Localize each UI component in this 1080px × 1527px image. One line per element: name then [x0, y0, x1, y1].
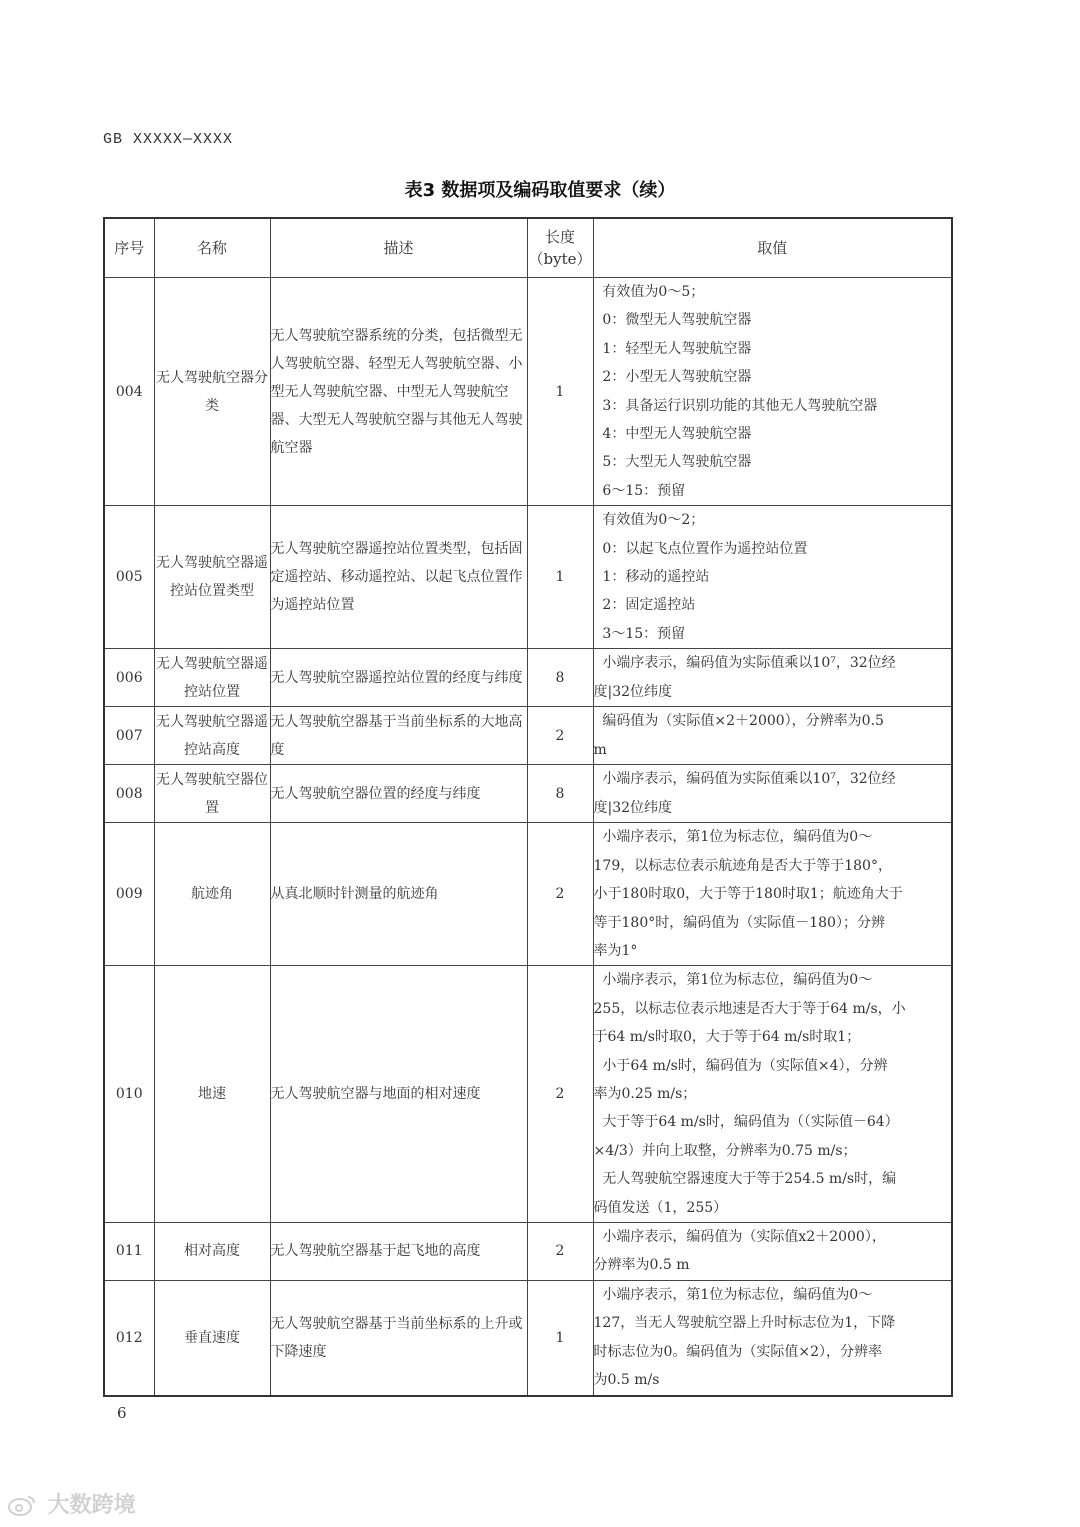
value-line: 有效值为0～5；: [593, 284, 705, 300]
cell-no: 008: [104, 765, 154, 823]
value-line: 小端序表示，第1位为标志位，编码值为0～: [593, 1286, 873, 1303]
watermark-text: 大数跨境: [47, 1493, 136, 1518]
value-line: 2：小型无人驾驶航空器: [593, 369, 752, 386]
value-line: 小于180时取0，大于等于180时取1；航迹角大于: [593, 886, 903, 903]
cell-value: [593, 278, 952, 506]
value-line: ×4/3）并向上取整，分辨率为0.75 m/s；: [593, 1142, 857, 1159]
cell-desc: 无人驾驶航空器与地面的相对速度: [270, 966, 527, 1223]
value-line: 有效值为0～2；: [593, 512, 705, 529]
cell-value: [593, 1280, 952, 1395]
value-line: 度|32位纬度: [593, 799, 673, 816]
cell-desc: 无人驾驶航空器遥控站位置类型，包括固定遥控站、移动遥控站、以起飞点位置作为遥控站位置: [270, 506, 527, 649]
value-line: 编码值为（实际值×2＋2000），分辨率为0.5: [593, 713, 884, 730]
value-line: 6～15：预留: [593, 482, 686, 499]
value-line: 无人驾驶航空器速度大于等于254.5 m/s时，编: [593, 1171, 897, 1188]
value-line: 3～15：预留: [593, 625, 686, 642]
table-row: [104, 278, 952, 506]
table-row: [104, 823, 952, 966]
value-line: 小端序表示，编码值为实际值乘以10⁷，32位经: [593, 771, 896, 788]
value-line: 大于等于64 m/s时，编码值为（（实际值－64）: [593, 1114, 899, 1131]
cell-name: 垂直速度: [154, 1280, 270, 1395]
cell-length: 2: [527, 707, 593, 765]
table-header-row: [104, 218, 952, 278]
table-row: [104, 649, 952, 707]
cell-name: 无人驾驶航空器分类: [154, 278, 270, 506]
cell-value: [593, 966, 952, 1223]
cell-no: 007: [104, 707, 154, 765]
cell-name: 无人驾驶航空器遥控站高度: [154, 707, 270, 765]
cell-value: [593, 707, 952, 765]
header-length: [527, 218, 593, 278]
cell-length: 2: [527, 823, 593, 966]
table-row: [104, 966, 952, 1223]
value-line: 时标志位为0。编码值为（实际值×2），分辨率: [593, 1343, 883, 1360]
weibo-logo-icon: [8, 1494, 36, 1516]
cell-value: [593, 823, 952, 966]
cell-length: 8: [527, 649, 593, 707]
value-line: 2：固定遥控站: [593, 597, 696, 614]
cell-desc: 无人驾驶航空器位置的经度与纬度: [270, 765, 527, 823]
cell-name: 航迹角: [154, 823, 270, 966]
table-row: [104, 1222, 952, 1280]
value-line: 小端序表示，第1位为标志位，编码值为0～: [593, 972, 873, 989]
cell-value: [593, 506, 952, 649]
table-row: [104, 506, 952, 649]
cell-desc: 无人驾驶航空器遥控站位置的经度与纬度: [270, 649, 527, 707]
value-line: m: [593, 741, 607, 758]
value-line: 小端序表示，第1位为标志位，编码值为0～: [593, 829, 873, 846]
cell-length: 1: [527, 278, 593, 506]
standard-code: GB XXXXX—XXXX: [103, 131, 234, 148]
value-line: 小端序表示，编码值为（实际值x2＋2000），: [593, 1229, 886, 1246]
cell-no: 005: [104, 506, 154, 649]
cell-desc: 无人驾驶航空器基于当前坐标系的上升或下降速度: [270, 1280, 527, 1395]
cell-no: 010: [104, 966, 154, 1223]
cell-value: [593, 765, 952, 823]
value-line: 4：中型无人驾驶航空器: [593, 426, 752, 443]
value-line: 179，以标志位表示航迹角是否大于等于180°，: [593, 857, 892, 874]
cell-length: 8: [527, 765, 593, 823]
value-line: 0：微型无人驾驶航空器: [593, 312, 752, 329]
cell-no: 011: [104, 1222, 154, 1280]
cell-no: 009: [104, 823, 154, 966]
cell-desc: 无人驾驶航空器基于起飞地的高度: [270, 1222, 527, 1280]
table-row: [104, 1280, 952, 1395]
page-number: 6: [117, 1404, 127, 1422]
cell-length: 2: [527, 1222, 593, 1280]
value-line: 码值发送（1，255）: [593, 1199, 728, 1216]
value-line: 率为1°: [593, 942, 638, 959]
header-length-unit: （byte）: [528, 250, 592, 268]
value-line: 等于180°时，编码值为（实际值－180）；分辨: [593, 914, 885, 931]
value-line: 分辨率为0.5 m: [593, 1257, 690, 1274]
value-line: 1：移动的遥控站: [593, 569, 710, 586]
cell-desc: 无人驾驶航空器基于当前坐标系的大地高度: [270, 707, 527, 765]
cell-length: 1: [527, 1280, 593, 1395]
value-line: 率为0.25 m/s；: [593, 1085, 697, 1102]
cell-length: 2: [527, 966, 593, 1223]
cell-name: 地速: [154, 966, 270, 1223]
header-name: 名称: [154, 218, 270, 278]
cell-desc: 从真北顺时针测量的航迹角: [270, 823, 527, 966]
value-line: 1：轻型无人驾驶航空器: [593, 340, 752, 357]
cell-value: [593, 1222, 952, 1280]
cell-length: 1: [527, 506, 593, 649]
cell-no: 006: [104, 649, 154, 707]
cell-desc: 无人驾驶航空器系统的分类，包括微型无人驾驶航空器、轻型无人驾驶航空器、小型无人驾驶航空器、中型无人驾驶航空器、大型无人驾驶航空器与其他无人驾驶航空器: [270, 278, 527, 506]
cell-name: 相对高度: [154, 1222, 270, 1280]
data-item-table: [103, 217, 953, 1397]
cell-name: 无人驾驶航空器遥控站位置类型: [154, 506, 270, 649]
cell-value: [593, 649, 952, 707]
cell-name: 无人驾驶航空器位置: [154, 765, 270, 823]
header-value: 取值: [593, 218, 952, 278]
value-line: 0：以起飞点位置作为遥控站位置: [593, 540, 808, 557]
cell-no: 004: [104, 278, 154, 506]
value-line: 小端序表示，编码值为实际值乘以10⁷，32位经: [593, 655, 896, 672]
cell-name: 无人驾驶航空器遥控站位置: [154, 649, 270, 707]
value-line: 为0.5 m/s: [593, 1372, 660, 1389]
value-line: 3：具备运行识别功能的其他无人驾驶航空器: [593, 397, 878, 414]
table-row: [104, 707, 952, 765]
value-line: 127，当无人驾驶航空器上升时标志位为1，下降: [593, 1315, 896, 1332]
value-line: 于64 m/s时取0，大于等于64 m/s时取1；: [593, 1029, 861, 1046]
value-line: 度|32位纬度: [593, 683, 673, 700]
table-row: [104, 765, 952, 823]
table-caption: 表3 数据项及编码取值要求（续）: [404, 180, 676, 201]
header-desc: 描述: [270, 218, 527, 278]
value-line: 小于64 m/s时，编码值为（实际值×4），分辨: [593, 1057, 888, 1074]
header-no: 序号: [104, 218, 154, 278]
value-line: 255，以标志位表示地速是否大于等于64 m/s，小: [593, 1000, 906, 1017]
header-length-label: 长度: [544, 228, 575, 246]
watermark: [8, 1488, 136, 1519]
value-line: 5：大型无人驾驶航空器: [593, 454, 752, 471]
cell-no: 012: [104, 1280, 154, 1395]
